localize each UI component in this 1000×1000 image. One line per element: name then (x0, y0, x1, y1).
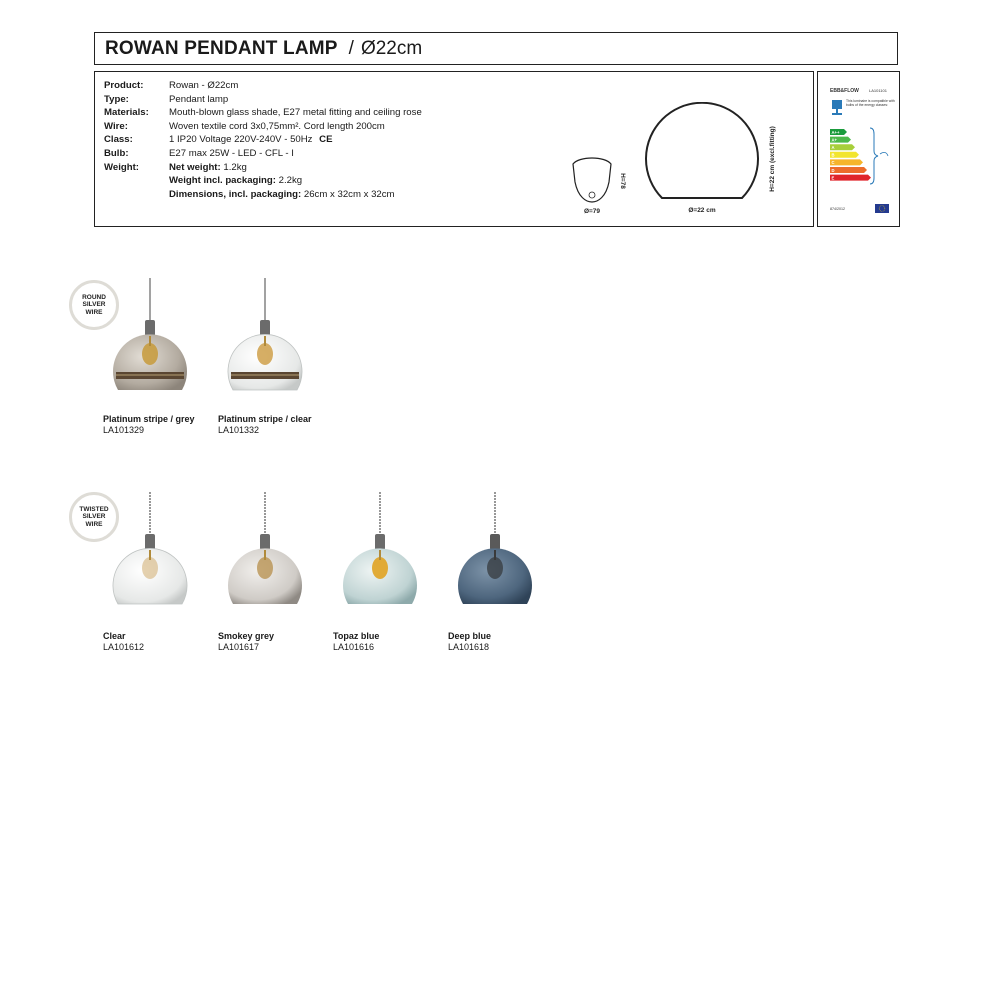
product-caption (448, 631, 491, 653)
energy-class-label: D (831, 167, 835, 173)
lamp-clear[interactable] (105, 492, 195, 642)
spec-row-wire (104, 120, 422, 134)
pack-weight-label: Weight incl. packaging: (169, 175, 276, 187)
energy-footer: 874/2012 (830, 207, 845, 211)
spec-label: Type: (104, 93, 129, 105)
title-size: Ø22cm (360, 37, 423, 59)
net-weight-label: Net weight: (169, 161, 221, 173)
spec-value: Pendant lamp (169, 93, 229, 105)
spec-value (169, 174, 422, 188)
product-name: Platinum stripe / clear (218, 414, 312, 424)
badge-line: WIRE (85, 520, 103, 528)
spec-row-weight (104, 161, 422, 175)
product-caption (218, 631, 274, 653)
dimensions-label: Dimensions, incl. packaging: (169, 188, 302, 200)
fitting-drawing (573, 158, 611, 202)
energy-label (817, 71, 900, 227)
energy-bars (830, 129, 871, 181)
product-name: Platinum stripe / grey (103, 414, 195, 424)
energy-code: LA101101 (869, 88, 887, 93)
shade-height-label: H=22 cm (excl.fitting) (769, 126, 776, 192)
page-title: ROWAN PENDANT LAMP (105, 37, 338, 59)
class-value: 1 IP20 Voltage 220V-240V - 50Hz (169, 134, 313, 146)
product-code: LA101616 (333, 642, 375, 652)
badge-line: SILVER (82, 513, 106, 521)
lamp-platinum-stripe-clear[interactable] (220, 278, 310, 428)
product-name: Smokey grey (218, 631, 275, 641)
spec-box (94, 71, 814, 227)
pack-weight-value: 2.2kg (278, 175, 303, 187)
fitting-height-label: H=78 (619, 173, 626, 189)
spec-value: Mouth-blown glass shade, E27 metal fitting and ceiling rose (169, 107, 422, 119)
badge-line: SILVER (82, 301, 106, 309)
product-code: LA101329 (103, 425, 145, 435)
shade-diameter-label: Ø=22 cm (688, 207, 716, 214)
energy-class-label: A++ (831, 129, 840, 135)
product-code: LA101612 (103, 642, 145, 652)
spec-value (169, 161, 422, 175)
energy-class-label: B (831, 152, 835, 158)
spec-row-product (104, 79, 422, 93)
product-caption (103, 414, 195, 436)
lamp-platinum-stripe-grey[interactable] (105, 278, 195, 428)
spec-value (169, 188, 422, 202)
energy-label-graphic (818, 72, 901, 228)
spec-label: Bulb: (104, 147, 129, 159)
energy-class-label: A (831, 145, 835, 150)
product-code: LA101332 (218, 425, 260, 435)
energy-note: This luminaire is compatible with bulbs of the energy classes: (846, 99, 895, 108)
lamp-topaz-blue[interactable] (335, 492, 425, 642)
dimensions-value: 26cm x 32cm x 32cm (303, 188, 395, 200)
title-separator: / (348, 37, 354, 59)
product-name: Clear (103, 631, 126, 641)
spec-table (104, 79, 422, 201)
product-name: Topaz blue (333, 631, 380, 641)
spec-row-bulb (104, 147, 422, 161)
product-caption (333, 631, 379, 653)
energy-class-bar (830, 159, 863, 165)
spec-value: Woven textile cord 3x0,75mm². Cord length 200cm (169, 120, 385, 132)
ce-mark: CE (319, 134, 333, 146)
spec-label: Wire: (104, 120, 128, 132)
energy-class-label: E (831, 175, 835, 181)
product-code: LA101618 (448, 642, 490, 652)
spec-row-dimensions (104, 188, 422, 202)
energy-class-bar (830, 167, 867, 173)
spec-row-type (104, 93, 422, 107)
spec-label: Class: (104, 134, 133, 146)
spec-label: Materials: (104, 107, 149, 119)
lamp-deep-blue[interactable] (450, 492, 540, 642)
spec-value (169, 133, 422, 147)
badge-line: TWISTED (79, 506, 109, 514)
lamp-smokey-grey[interactable] (220, 492, 310, 642)
badge-line: WIRE (85, 308, 103, 316)
net-weight-value: 1.2kg (223, 161, 247, 173)
energy-class-label: A+ (831, 137, 837, 143)
product-caption (103, 631, 144, 653)
spec-row-materials (104, 106, 422, 120)
shade-drawing (646, 103, 758, 198)
spec-row-pack-weight (104, 174, 422, 188)
brace-icon (870, 128, 878, 184)
eu-flag-icon (875, 204, 889, 213)
bulb-arrow-icon (880, 152, 888, 156)
product-caption (218, 414, 312, 436)
product-code: LA101617 (218, 642, 260, 652)
technical-drawing (565, 102, 805, 227)
spec-label: Weight: (104, 161, 139, 173)
fitting-diameter-label: Ø=79 (583, 208, 601, 215)
spec-row-class (104, 133, 422, 147)
title-box (94, 32, 898, 65)
energy-class-label: C (831, 160, 835, 166)
lamp-icon (832, 100, 842, 115)
energy-brand: EBB&FLOW (830, 88, 859, 94)
product-name: Deep blue (448, 631, 492, 641)
spec-label: Product: (104, 80, 144, 91)
energy-class-bar (830, 175, 871, 181)
spec-value: E27 max 25W - LED - CFL - I (169, 147, 294, 159)
spec-value: Rowan - Ø22cm (169, 80, 239, 91)
badge-line: ROUND (82, 294, 106, 302)
